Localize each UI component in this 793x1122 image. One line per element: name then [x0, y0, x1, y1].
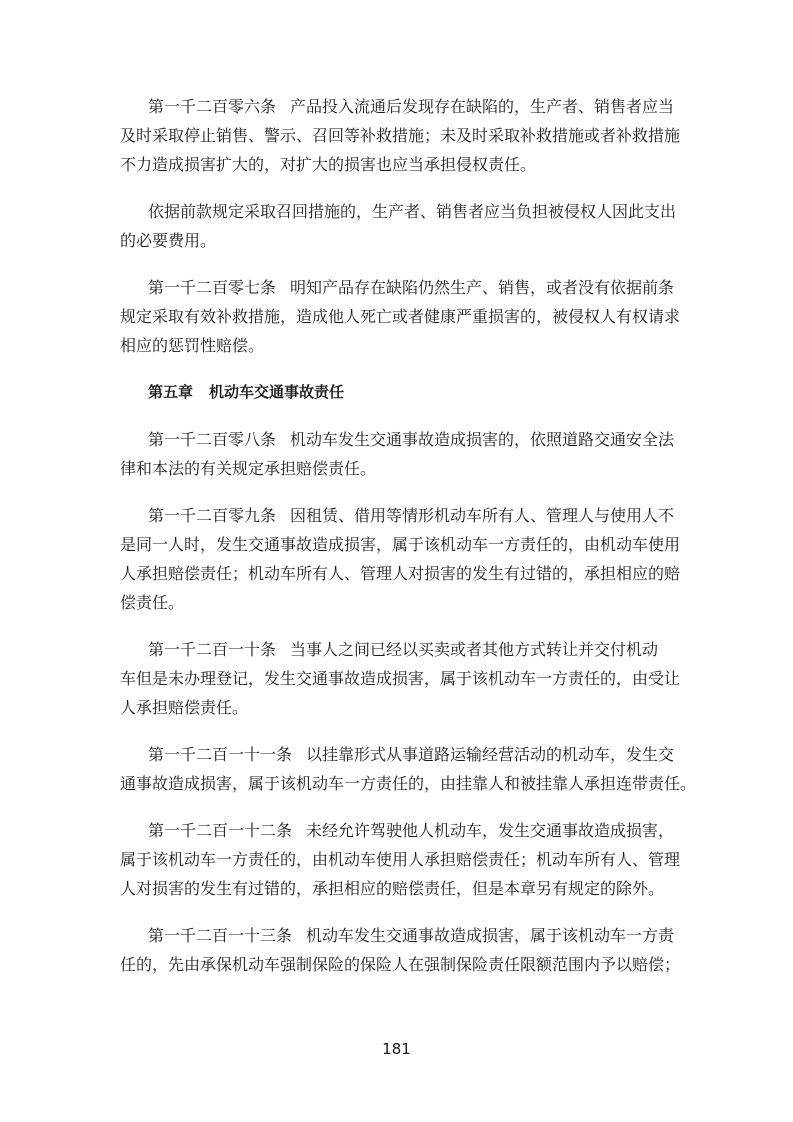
paragraph-line: 属于该机动车一方责任的，由机动车使用人承担赔偿责任；机动车所有人、管理 — [120, 850, 681, 869]
paragraph-line — [120, 92, 680, 121]
line-text: 产品投入流通后发现存在缺陷的，生产者、销售者应当 — [290, 97, 675, 116]
paragraph-line — [120, 740, 680, 769]
line-text: 当事人之间已经以买卖或者其他方式转让并交付机动 — [290, 640, 659, 659]
line-text: 机动车发生交通事故造成损害的，依照道路交通安全法 — [290, 430, 675, 449]
article-1210 — [120, 635, 680, 722]
article-number: 第一千二百零六条 — [148, 97, 277, 116]
paragraph-line: 人承担赔偿责任；机动车所有人、管理人对损害的发生有过错的，承担相应的赔 — [120, 564, 681, 583]
article-1206-para-2 — [120, 197, 680, 255]
paragraph-line: 不力造成损害扩大的，对扩大的损害也应当承担侵权责任。 — [120, 155, 537, 174]
article-number: 第一千二百零八条 — [148, 430, 277, 449]
line-text: 未经允许驾驶他人机动车，发生交通事故造成损害， — [306, 821, 675, 840]
line-text: 以挂靠形式从事道路运输经营活动的机动车，发生交 — [306, 745, 675, 764]
article-number: 第一千二百一十三条 — [148, 926, 293, 945]
article-1206 — [120, 92, 680, 179]
paragraph-line: 车但是未办理登记，发生交通事故造成损害，属于该机动车一方责任的，由受让 — [120, 669, 681, 688]
paragraph-line: 是同一人时，发生交通事故造成损害，属于该机动车一方责任的，由机动车使用 — [120, 535, 681, 554]
line-text: 因租赁、借用等情形机动车所有人、管理人与使用人不 — [290, 506, 675, 525]
paragraph-line — [120, 816, 680, 845]
paragraph-line: 依据前款规定采取召回措施的，生产者、销售者应当负担被侵权人因此支出 — [148, 202, 677, 221]
paragraph-line: 律和本法的有关规定承担赔偿责任。 — [120, 459, 377, 478]
chapter-title: 机动车交通事故责任 — [209, 383, 345, 401]
paragraph-line — [120, 635, 680, 664]
paragraph-line: 任的，先由承保机动车强制保险的保险人在强制保险责任限额范围内予以赔偿； — [120, 955, 681, 974]
article-1208 — [120, 425, 680, 483]
paragraph-line: 人对损害的发生有过错的，承担相应的赔偿责任，但是本章另有规定的除外。 — [120, 879, 665, 898]
line-text: 明知产品存在缺陷仍然生产、销售，或者没有依据前条 — [290, 278, 675, 297]
paragraph-line: 相应的惩罚性赔偿。 — [120, 336, 265, 355]
paragraph-line — [120, 921, 680, 950]
article-1213 — [120, 921, 680, 979]
article-number: 第一千二百一十条 — [148, 640, 277, 659]
paragraph-line: 人承担赔偿责任。 — [120, 698, 249, 717]
chapter-number: 第五章 — [148, 383, 194, 401]
article-number: 第一千二百零九条 — [148, 506, 277, 525]
article-1212 — [120, 816, 680, 903]
article-1211 — [120, 740, 697, 798]
paragraph-line: 及时采取停止销售、警示、召回等补救措施；未及时采取补救措施或者补救措施 — [120, 126, 681, 145]
article-1207 — [120, 273, 680, 360]
article-1209 — [120, 501, 680, 617]
paragraph-line: 通事故造成损害，属于该机动车一方责任的，由挂靠人和被挂靠人承担连带责任。 — [120, 774, 697, 793]
paragraph-line: 的必要费用。 — [120, 231, 217, 250]
article-number: 第一千二百零七条 — [148, 278, 277, 297]
paragraph-line: 规定采取有效补救措施，造成他人死亡或者健康严重损害的，被侵权人有权请求 — [120, 307, 681, 326]
chapter-heading — [120, 378, 680, 407]
article-number: 第一千二百一十二条 — [148, 821, 293, 840]
line-text: 机动车发生交通事故造成损害，属于该机动车一方责 — [306, 926, 675, 945]
document-page — [120, 92, 697, 997]
paragraph-line — [120, 501, 680, 530]
article-number: 第一千二百一十一条 — [148, 745, 293, 764]
paragraph-line — [120, 425, 680, 454]
page-number: 181 — [382, 1040, 411, 1058]
paragraph-group-1 — [120, 92, 680, 360]
paragraph-line — [120, 273, 680, 302]
paragraph-group-2 — [120, 425, 697, 979]
paragraph-line: 偿责任。 — [120, 593, 185, 612]
